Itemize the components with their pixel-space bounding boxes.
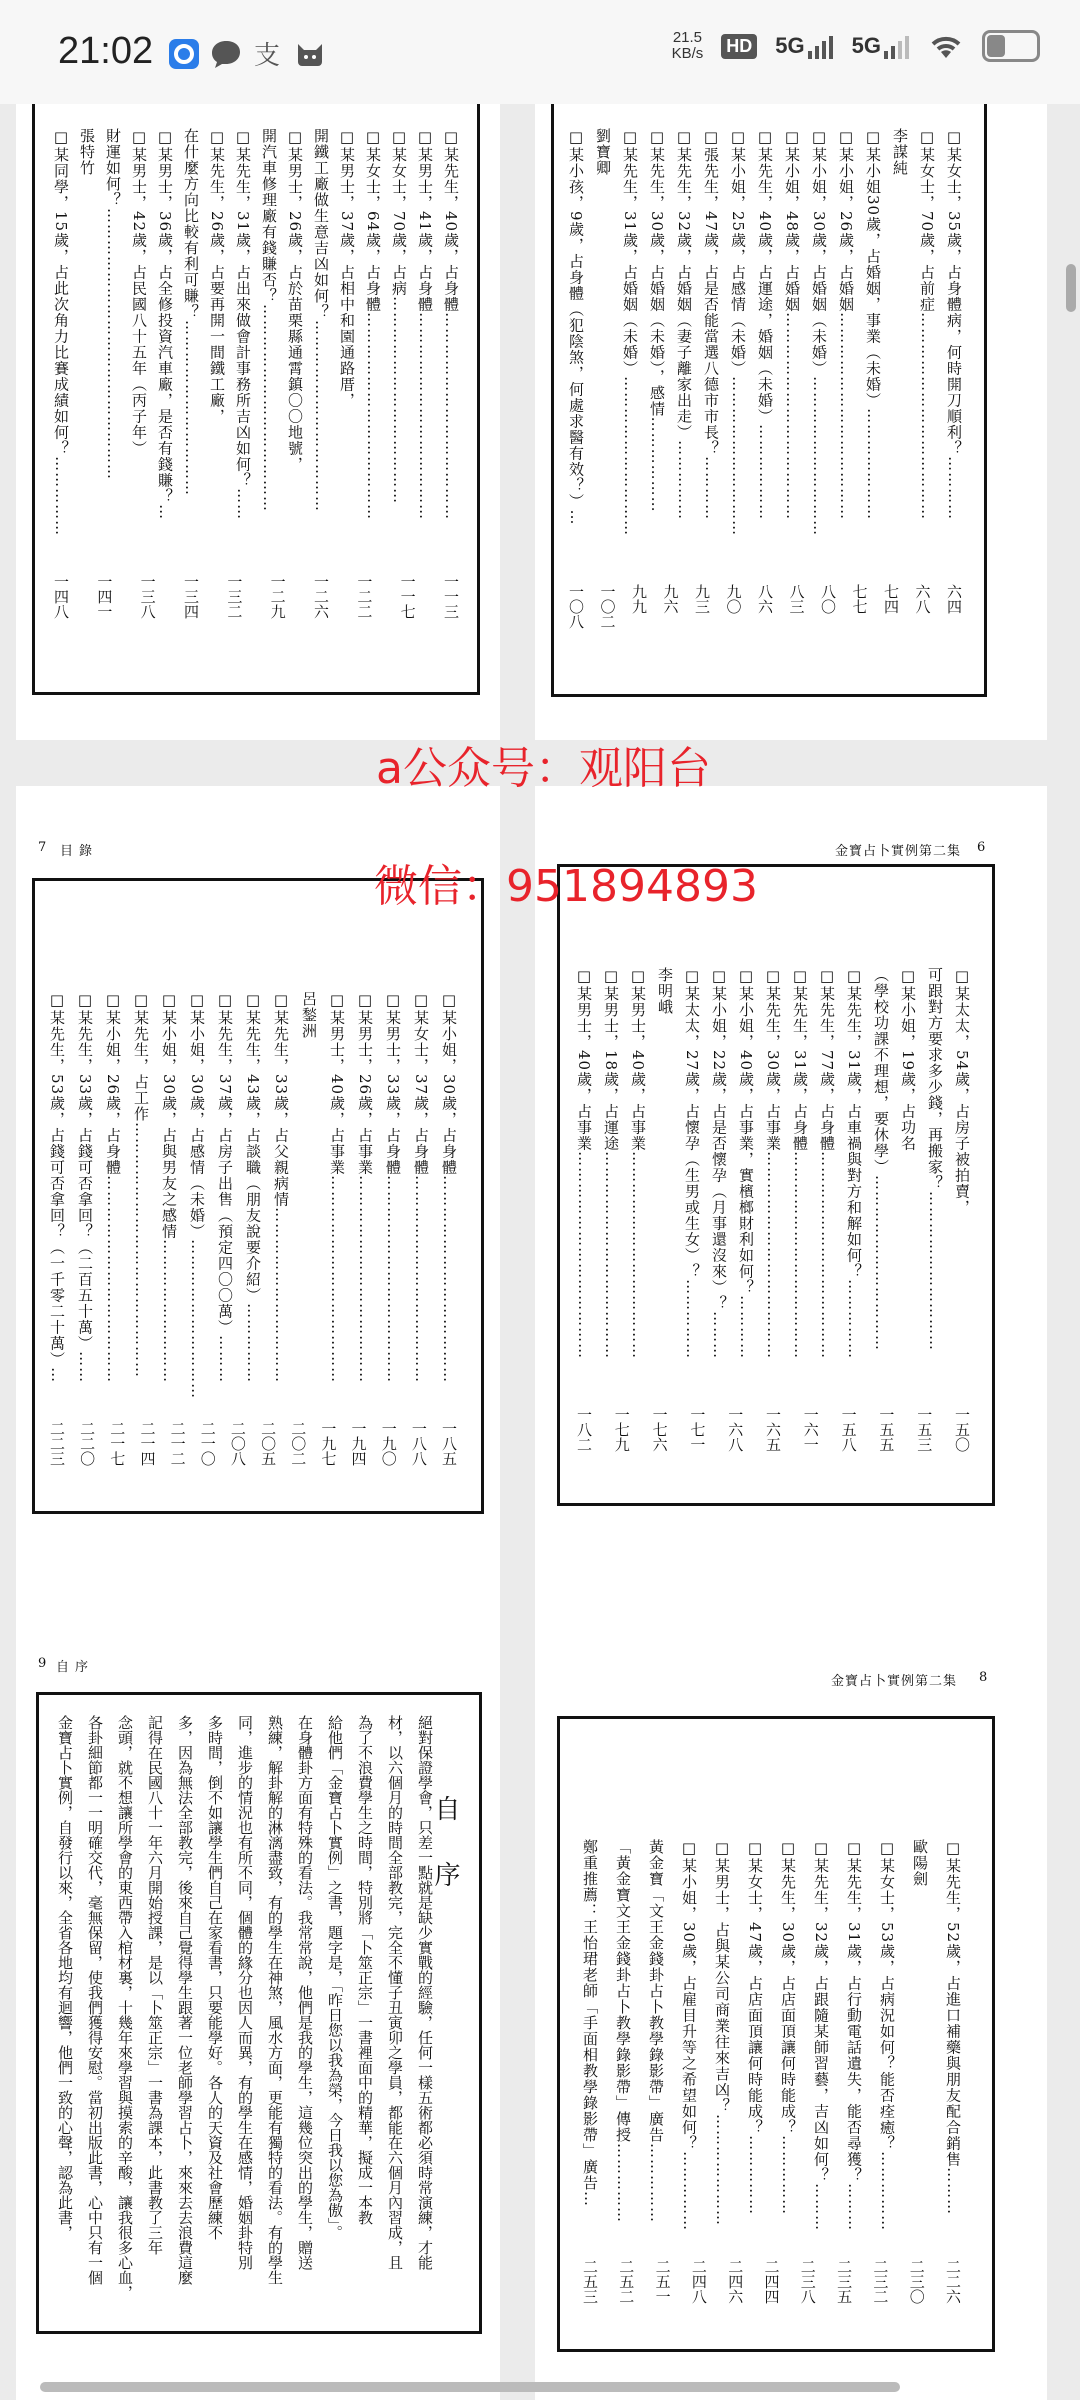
preface-line: 念頭，就不想讓所學會的東西帶入棺材裏，十幾年來學習與摸索的辛酸，讓我很多心血， — [116, 1715, 134, 2300]
toc-entry: □某小姐30歲，占婚姻，事業（未婚）………………… — [864, 128, 882, 521]
toc-page-number: 一二六 — [312, 574, 330, 619]
vertical-scrollbar[interactable] — [1066, 264, 1076, 312]
toc-page-number: 一六五 — [764, 1407, 782, 1452]
preface-line: 熟練，解卦解的淋漓盡致，有的學生在神煞，風水方面，更能有獨特的看法。有的學生 — [266, 1715, 284, 2285]
toc-page-number: 一八八 — [409, 1421, 428, 1466]
toc-entry: （學校功課不理想，要休學）…………………………… — [872, 967, 890, 1351]
toc-page-number: 一五〇 — [953, 1407, 971, 1452]
toc-page-number: 一一七 — [398, 574, 417, 619]
toc-entry: □某先生，33歲，占錢可否拿回？（二百五十萬）…… — [76, 991, 94, 1384]
toc-page-number: 一三四 — [182, 574, 200, 619]
page-frame — [551, 104, 987, 697]
toc-entry: □某先生，40歲，占身體………………………………… — [442, 128, 460, 521]
preface-line: 金寶占卜實例，自發行以來，全省各地均有迴響，他們一致的心聲，認為此書， — [56, 1715, 74, 2240]
toc-entry: □某女士，70歲，占病………………………………… — [390, 128, 408, 505]
page-4 — [535, 104, 1047, 740]
toc-page-number: 一六八 — [726, 1407, 745, 1452]
toc-page-number: 二二〇 — [78, 1421, 97, 1466]
toc-entry: □某男士，26歲，占於苗栗縣通霄鎮〇〇地號， — [286, 128, 304, 473]
toc-page-number: 一五五 — [877, 1407, 896, 1452]
network-speed — [672, 30, 704, 62]
running-head: 金寶占卜實例第二集 — [831, 1674, 958, 1689]
toc-entry: □某先生，30歲，占事業………………………………… — [764, 967, 782, 1360]
toc-entry: □某女士，47歲，占店面頂讓何時能成？…………… — [746, 1839, 764, 2216]
chat-bubble-icon — [210, 38, 242, 70]
toc-entry: □某先生，40歲，占運途，婚姻（未婚）……………… — [756, 128, 774, 521]
toc-page-number: 七七 — [850, 584, 869, 614]
toc-page-number: 九三 — [693, 584, 711, 614]
preface-line: 絕對保證學會，只差一點就是缺少實戰的經驗，任何一樣五術都必須時常演練，才能 — [416, 1715, 434, 2270]
battery-icon — [982, 30, 1040, 62]
preface-line: 為了不浪費學生之時間，特別將「卜筮正宗」一書裡面中的精華，擬成一本教 — [356, 1715, 374, 2225]
preface-title: 自序 — [430, 1795, 460, 1927]
status-bar — [0, 0, 1080, 104]
signal-label-1: 5G — [775, 33, 805, 58]
toc-entry: □某小姐，22歲，占是否懷孕（月事還沒來）？……… — [710, 967, 728, 1360]
toc-page-number: 二〇五 — [259, 1421, 278, 1466]
toc-entry: 在什麼方向比較有利可賺？…………………………… — [182, 128, 200, 496]
toc-entry: □張先生，47歲，占是否能當選八德市市長？………… — [702, 128, 720, 521]
signal-5g-2 — [852, 33, 910, 59]
page-number: 8 — [979, 1670, 988, 1685]
toc-entry: □某小姐，30歲，占感情（未婚）………………………… — [188, 991, 206, 1400]
preface-line: 同，進步的情況也有所不同，個體的緣分也因人而異，有的學生在感情，婚姻卦特別 — [236, 1715, 254, 2270]
toc-entry: □某先生，32歲，占跟隨某師習藝，吉凶如何？……… — [812, 1839, 830, 2232]
toc-page-number: 七四 — [882, 584, 900, 614]
toc-page-number: 一六一 — [801, 1407, 820, 1452]
page-number: 9 — [38, 1656, 47, 1671]
page-frame — [32, 104, 480, 695]
hd-badge: HD — [721, 34, 757, 59]
svg-text:支: 支 — [254, 41, 281, 70]
preface-line: 多時間，倒不如讓學生們自己在家看書，只要能學好。各人的天資及社會歷練不 — [206, 1715, 224, 2240]
toc-entry: □某先生，31歲，占身體………………………………… — [791, 967, 809, 1360]
preface-line: 多，因為無法全部教完，後來自己覺得學生跟著一位老師學習占卜，來來去去浪費這麼 — [176, 1715, 194, 2285]
running-head: 金寶占卜實例第二集 — [835, 844, 962, 859]
preface-line: 在身體卦方面有特殊的看法。我常常說，他們是我的學生，這幾位突出的學生，贈送 — [296, 1715, 314, 2270]
toc-entry: □某先生，30歲，占店面頂讓何時能成？…………… — [779, 1839, 797, 2216]
toc-page-number: 一一三 — [442, 574, 460, 619]
toc-page-number: 九〇 — [724, 584, 743, 614]
toc-page-number: 一二九 — [268, 574, 287, 619]
toc-page-number: 一三八 — [138, 574, 157, 619]
toc-entry: □某小姐，26歲，占婚姻………………………………… — [837, 128, 855, 521]
app-icon — [168, 38, 200, 70]
toc-page-number: 二四六 — [726, 2259, 745, 2304]
toc-entry: □某男士，37歲，占相中和園通路厝， — [338, 128, 356, 409]
toc-entry: 鄭重推薦：王怡珺老師「手面相教學錄影帶」廣告… — [581, 1839, 599, 2207]
page-number: 6 — [977, 840, 986, 855]
toc-entry: □某先生，31歲，占行動電話遺失，能否尋獲？……… — [845, 1839, 863, 2232]
toc-entry: □某女士，53歲，占病況如何？能否痊癒？…………… — [878, 1839, 896, 2232]
toc-entry: □某先生，77歲，占身體………………………………… — [818, 967, 836, 1360]
toc-entry: 歐陽劍 — [911, 1839, 929, 1887]
toc-entry: □某男士，26歲，占事業………………………………… — [356, 991, 374, 1384]
cat-icon — [294, 38, 326, 70]
toc-entry: □某先生，53歲，占錢可否拿回？（一千零二十萬）… — [48, 991, 66, 1384]
toc-entry: 可跟對方要求多少錢，再搬家？………………………… — [926, 967, 944, 1351]
wifi-icon — [928, 32, 964, 60]
toc-entry: □某女士，70歲，占前症………………………………… — [918, 128, 936, 521]
toc-entry: □某男士，40歲，占事業………………………………… — [575, 967, 593, 1360]
toc-entry: □某男士，36歲，占全修投資汽車廠，是否有錢賺？… — [156, 128, 174, 521]
watermark-wechat-account: a公众号：观阳台 — [376, 743, 711, 794]
toc-entry: □某小姐，25歲，占感情（未婚）………………………… — [729, 128, 747, 537]
toc-page-number: 二〇二 — [289, 1421, 308, 1466]
toc-page-number: 一五三 — [915, 1407, 934, 1452]
toc-page-number: 一九〇 — [379, 1421, 398, 1466]
toc-entry: □某同學，15歲，占此次角力比賽成績如何？…………… — [52, 128, 70, 537]
toc-page-number: 一七六 — [650, 1407, 669, 1452]
toc-page-number: 一五八 — [839, 1407, 858, 1452]
toc-page-number: 二一七 — [108, 1421, 127, 1466]
toc-entry: □某男士，40歲，占事業………………………………… — [629, 967, 647, 1360]
toc-page-number: 二三五 — [835, 2259, 854, 2304]
toc-page-number: 八三 — [787, 584, 806, 614]
toc-entry: □某男士，18歲，占運途………………………………… — [602, 967, 620, 1360]
toc-page-number: 一四八 — [52, 574, 70, 619]
toc-entry: □某先生，占工作………………………………………… — [132, 991, 150, 1378]
toc-entry: 呂鍫洲 — [300, 991, 318, 1039]
page-8 — [535, 1606, 1047, 2400]
toc-entry: 黃金寶「文王金錢卦占卜教學錄影帶」廣告…………… — [647, 1839, 665, 2223]
toc-entry: □某小姐，48歲，占婚姻………………………………… — [783, 128, 801, 521]
toc-entry: 李謀純 — [891, 128, 909, 176]
toc-entry: □某先生，26歲，占要再開一間鐵工廠， — [208, 128, 226, 425]
toc-entry: □某男士，41歲，占身體………………………………… — [416, 128, 434, 521]
speed-unit: KB/s — [671, 45, 704, 62]
toc-entry: □某太太，27歲，占懷孕（生男或生女）？…………… — [683, 967, 701, 1360]
page-number: 7 — [38, 840, 47, 855]
preface-line: 材，以六個月的時間全部教完，完全不懂子丑寅卯之學員，都能在六個月內習成，且 — [386, 1715, 404, 2270]
toc-entry: □某男士，40歲，占事業………………………………… — [328, 991, 346, 1384]
toc-page-number: 九六 — [661, 584, 680, 614]
toc-page-number: 一八五 — [440, 1421, 458, 1466]
toc-entry: □某小姐，30歲，占雇目升等之希望如何？…………… — [680, 1839, 698, 2232]
toc-page-number: 一二二 — [355, 574, 374, 619]
toc-page-number: 一四一 — [95, 574, 114, 619]
status-time: 21:02 — [58, 30, 154, 72]
toc-entry: □某先生，37歲，占房子出售（預定四〇〇萬）……… — [216, 991, 234, 1384]
toc-entry: □某小姐，30歲，占婚姻（未婚）………………………… — [810, 128, 828, 537]
toc-entry: □某小孩，9歲，占身體（犯陰煞，何處求醫有效？）… — [567, 128, 585, 526]
toc-entry: □某小姐，30歲，占身體………………………………… — [440, 991, 458, 1384]
toc-entry: □某小姐，26歲，占身體………………………………… — [104, 991, 122, 1384]
toc-entry: □某先生，31歲，占車禍與對方和解如何？…………… — [845, 967, 863, 1360]
toc-page-number: 二三八 — [798, 2259, 817, 2304]
toc-entry: 劉寶卿 — [594, 128, 612, 176]
toc-page-number: 一三二 — [225, 574, 244, 619]
running-head: 目錄 — [60, 844, 99, 859]
toc-page-number: 六四 — [945, 584, 963, 614]
toc-page-number: 一九四 — [349, 1421, 368, 1466]
toc-page-number: 六八 — [913, 584, 932, 614]
toc-entry: □某先生，52歲，占進口補藥與朋友配合銷售……… — [944, 1839, 962, 2216]
toc-entry: □某先生，43歲，占談職（朋友說要介紹）…………… — [244, 991, 262, 1384]
toc-entry: □某小姐，19歲，占功名 — [899, 967, 917, 1152]
watermark-wechat-id: 微信：951894893 — [374, 861, 758, 912]
toc-entry: 李明峨 — [656, 967, 674, 1015]
toc-page-number: 二三二 — [871, 2259, 890, 2304]
running-head: 自序 — [56, 1660, 95, 1675]
toc-page-number: 九九 — [630, 584, 648, 614]
toc-page-number: 二一〇 — [198, 1421, 217, 1466]
toc-page-number: 二二六 — [944, 2259, 962, 2304]
toc-page-number: 一〇八 — [567, 584, 585, 629]
horizontal-scrollbar[interactable] — [40, 2382, 900, 2392]
page-frame — [36, 1692, 482, 2334]
toc-entry: 「黃金寶文王金錢卦占卜教學錄影帶」傳授…………… — [614, 1839, 632, 2223]
speed-value: 21.5 — [672, 29, 703, 46]
toc-entry: □某先生，31歲，占出來做會計事務所吉凶如何？…… — [234, 128, 252, 521]
preface-line: 記得在民國八十一年六月開始授課，是以「卜筮正宗」一書為課本，此書教了三年 — [146, 1715, 164, 2255]
toc-entry: □某男士，占與某公司商業往來吉凶？………………… — [713, 1839, 731, 2226]
toc-page-number: 二一四 — [138, 1421, 157, 1466]
page-5 — [16, 104, 500, 740]
toc-page-number: 一〇二 — [598, 584, 617, 629]
toc-page-number: 二三〇 — [907, 2259, 926, 2304]
toc-page-number: 二一二 — [168, 1421, 187, 1466]
toc-entry: □某小姐，40歲，占事業，實檳榔財利如何？………… — [737, 967, 755, 1360]
toc-entry: □某女士，35歲，占身體病，何時開刀順利？………… — [945, 128, 963, 521]
toc-entry: □某男士，33歲，占身體………………………………… — [384, 991, 402, 1384]
toc-page-number: 二四八 — [689, 2259, 708, 2304]
toc-page-number: 一八二 — [575, 1407, 593, 1452]
toc-page-number: 八六 — [756, 584, 774, 614]
toc-page-number: 八〇 — [819, 584, 837, 614]
toc-entry: □某女士，64歲，占身體………………………………… — [364, 128, 382, 521]
preface-line: 各卦細節都一一明確交代，毫無保留，使我們獲得安慰。當初出版此書，心中只有一個 — [86, 1715, 104, 2285]
toc-entry: □某女士，37歲，占身體………………………………… — [412, 991, 430, 1384]
toc-entry: □某先生，30歲，占婚姻（未婚），感情……………… — [648, 128, 666, 513]
page-frame — [32, 878, 484, 1514]
toc-page-number: 一七一 — [688, 1407, 707, 1452]
toc-entry: 張特竹 — [78, 128, 96, 176]
toc-entry: 開鐵工廠做生意吉凶如何？……………………………… — [312, 128, 330, 512]
toc-page-number: 二四四 — [762, 2259, 781, 2304]
toc-page-number: 一九七 — [319, 1421, 338, 1466]
page-frame — [557, 1716, 995, 2352]
toc-entry: □某先生，33歲，占父親病情…………………………… — [272, 991, 290, 1384]
signal-5g-1 — [775, 33, 833, 59]
toc-page-number: 二五三 — [581, 2259, 599, 2304]
toc-entry: □某男士，42歲，占民國八十五年（丙子年） — [130, 128, 148, 457]
toc-page-number: 一七九 — [612, 1407, 631, 1452]
page-frame — [557, 864, 995, 1506]
toc-page-number: 二五一 — [653, 2259, 672, 2304]
pdf-viewer[interactable] — [0, 104, 1080, 2400]
toc-page-number: 二二三 — [48, 1421, 66, 1466]
toc-entry: 開汽車修理廠有錢賺否？………………………………… — [260, 128, 278, 512]
toc-entry: □某先生，31歲，占婚姻（未婚）………………………… — [621, 128, 639, 537]
signal-bars-icon — [808, 35, 834, 59]
toc-entry: □某小姐，30歲，占與男友之感情……………………… — [160, 991, 178, 1384]
toc-page-number: 二五二 — [617, 2259, 636, 2304]
signal-bars-icon — [884, 35, 910, 59]
toc-page-number: 二〇八 — [228, 1421, 247, 1466]
alipay-icon — [252, 38, 284, 70]
preface-line: 給他們「金寶占卜實例」之書，題字是，「昨日您以我為榮，今日我以您為傲」。 — [326, 1715, 344, 2240]
page-9 — [16, 1606, 500, 2400]
toc-entry: □某先生，32歲，占婚姻（妻子離家出走）…………… — [675, 128, 693, 521]
signal-label-2: 5G — [851, 33, 881, 58]
toc-entry: □某太太，54歲，占房子被拍賣， — [953, 967, 971, 1216]
toc-entry: 財運如何？…………………………………………… — [104, 128, 122, 480]
